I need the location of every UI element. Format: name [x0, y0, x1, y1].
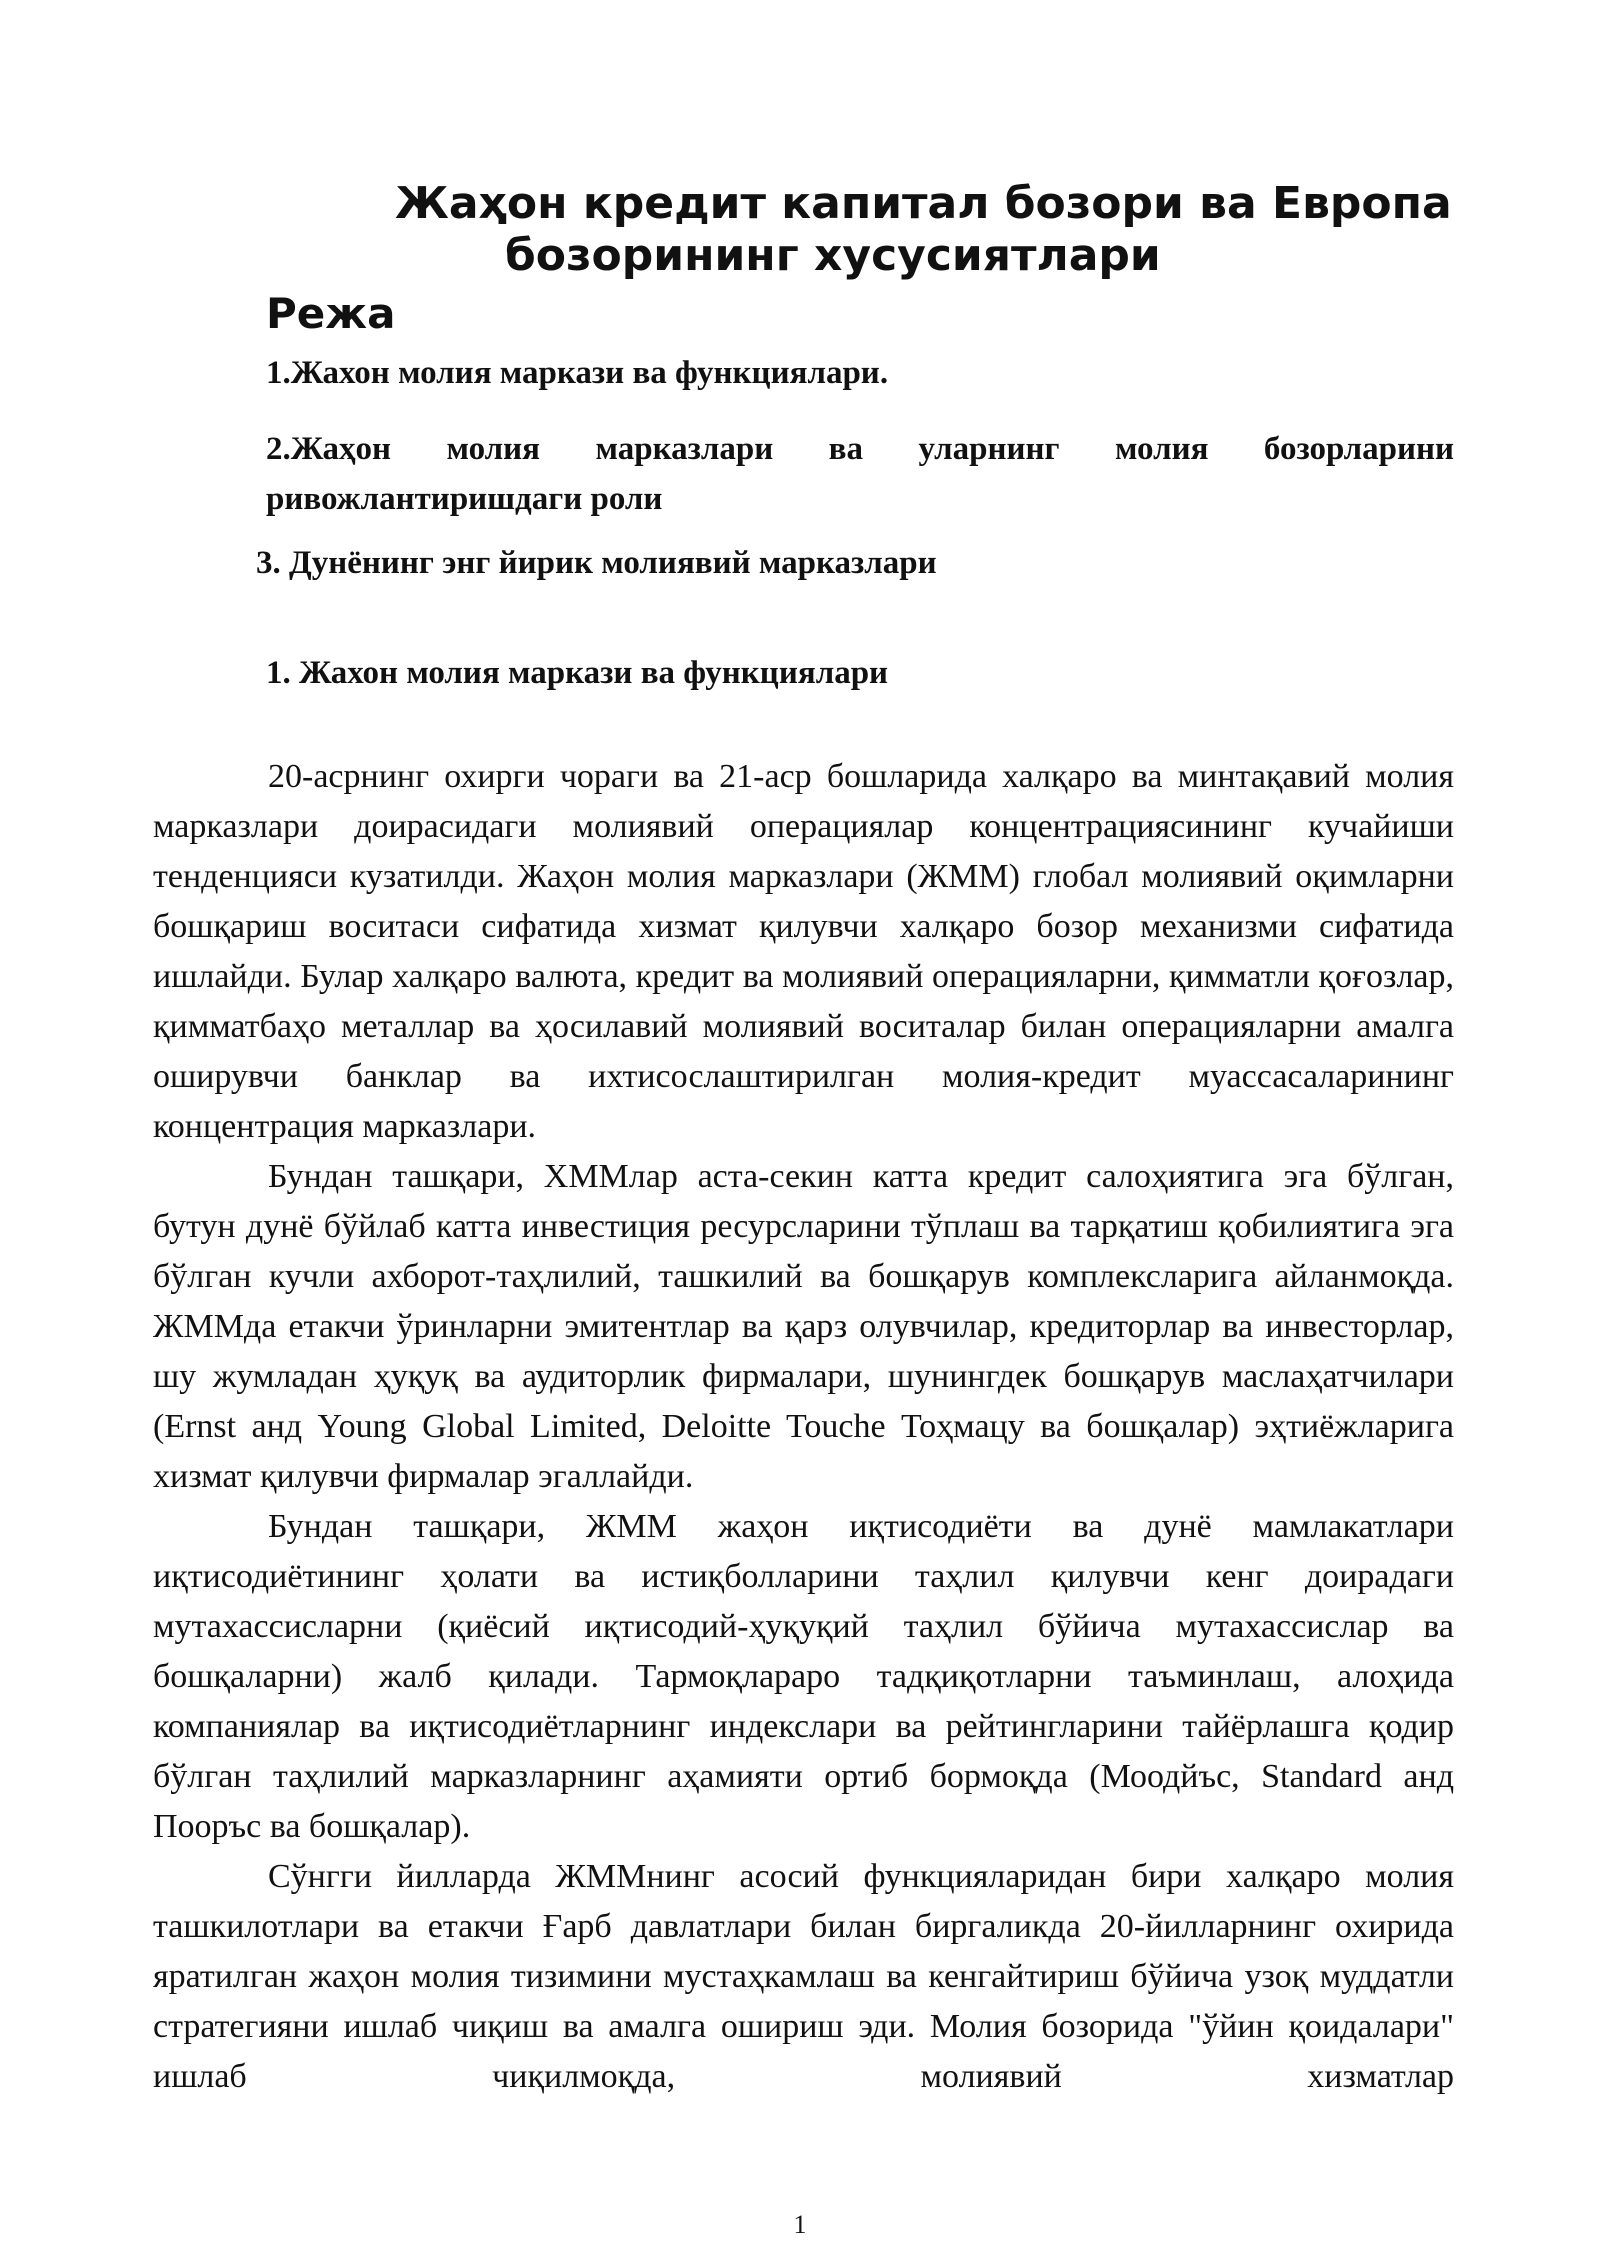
paragraph-2: Бундан ташқари, ХММлар аста-секин катта кредит салоҳиятига эга бўлган, бутун дунё бўйлаб катта инвестиция ресурсларини тўплаш ва тарқатиш қобилиятига эга бўлган кучли ахборот-таҳлилий, ташкилий ва бошқарув комплексларига айланмоқда. ЖММда етакчи ўринларни эмитентлар ва қарз олувчилар, кредиторлар ва инвесторлар, шу жумладан ҳуқуқ ва аудиторлик фирмалари, шунингдек бошқарув маслаҳатчилари (Ernst анд Young Global Limited, Deloitte Touche Тоҳмацу ва бошқалар) эҳтиёжларига хизмат қилувчи фирмалар эгаллайди.	[153, 1158, 1454, 1495]
title-line-1: Жаҳон кредит капитал бозори ва Европа	[395, 178, 1452, 229]
body-text	[153, 752, 1454, 2102]
paragraph-4: Сўнгги йилларда ЖММнинг асосий функцияларидан бири халқаро молия ташкилотлари ва етакчи Ғарб давлатлари билан биргаликда 20-йилларнинг охирида яратилган жаҳон молия тизимини мустаҳкамлаш ва кенгайтириш бўйича узоқ муддатли стратегияни ишлаб чиқиш ва амалга ошириш эди. Молия бозорида "ўйин қоидалари" ишлаб чиқилмоқда, молиявий хизматлар	[153, 1858, 1454, 2095]
section-heading: 1. Жахон молия маркази ва функциялари	[266, 655, 889, 691]
plan-item-1: 1.Жахон молия маркази ва функциялари.	[266, 355, 889, 391]
document-title	[260, 178, 1460, 282]
paragraph-3: Бундан ташқари, ЖММ жаҳон иқтисодиёти ва дунё мамлакатлари иқтисодиётининг ҳолати ва истиқболларини таҳлил қилувчи кенг доирадаги мутахассисларни (қиёсий иқтисодий-ҳуқуқий таҳлил бўйича мутахассислар ва бошқаларни) жалб қилади. Тармоқлараро тадқиқотларни таъминлаш, алоҳида компаниялар ва иқтисодиётларнинг индекслари ва рейтингларини тайёрлашга қодир бўлган таҳлилий марказларнинг аҳамияти ортиб бормоқда (Моодйъс, Standard анд Пооръс ва бошқалар).	[153, 1508, 1454, 1845]
paragraph-1: 20-асрнинг охирги чораги ва 21-аср бошларида халқаро ва минтақавий молия марказлари доирасидаги молиявий операциялар концентрациясининг кучайиши тенденцияси кузатилди. Жаҳон молия марказлари (ЖММ) глобал молиявий оқимларни бошқариш воситаси сифатида хизмат қилувчи халқаро бозор механизми сифатида ишлайди. Булар халқаро валюта, кредит ва молиявий операцияларни, қимматли қоғозлар, қимматбаҳо металлар ва ҳосилавий молиявий воситалар билан операцияларни амалга оширувчи банклар ва ихтисослаштирилган молия-кредит муассасаларининг концентрация марказлари.	[153, 758, 1454, 1145]
plan-item-2	[266, 424, 1454, 524]
page-number: 1	[793, 2210, 807, 2239]
plan-item-2-line-1: 2.Жаҳон молия марказлари ва уларнинг молия бозорларини	[266, 431, 1454, 467]
title-line-2: бозорининг хусусиятлари	[505, 230, 1161, 281]
plan-heading: Режа	[266, 289, 396, 338]
plan-item-2-line-2: ривожлантиришдаги роли	[266, 481, 663, 517]
plan-item-3: 3. Дунёнинг энг йирик молиявий марказлари	[256, 545, 937, 581]
